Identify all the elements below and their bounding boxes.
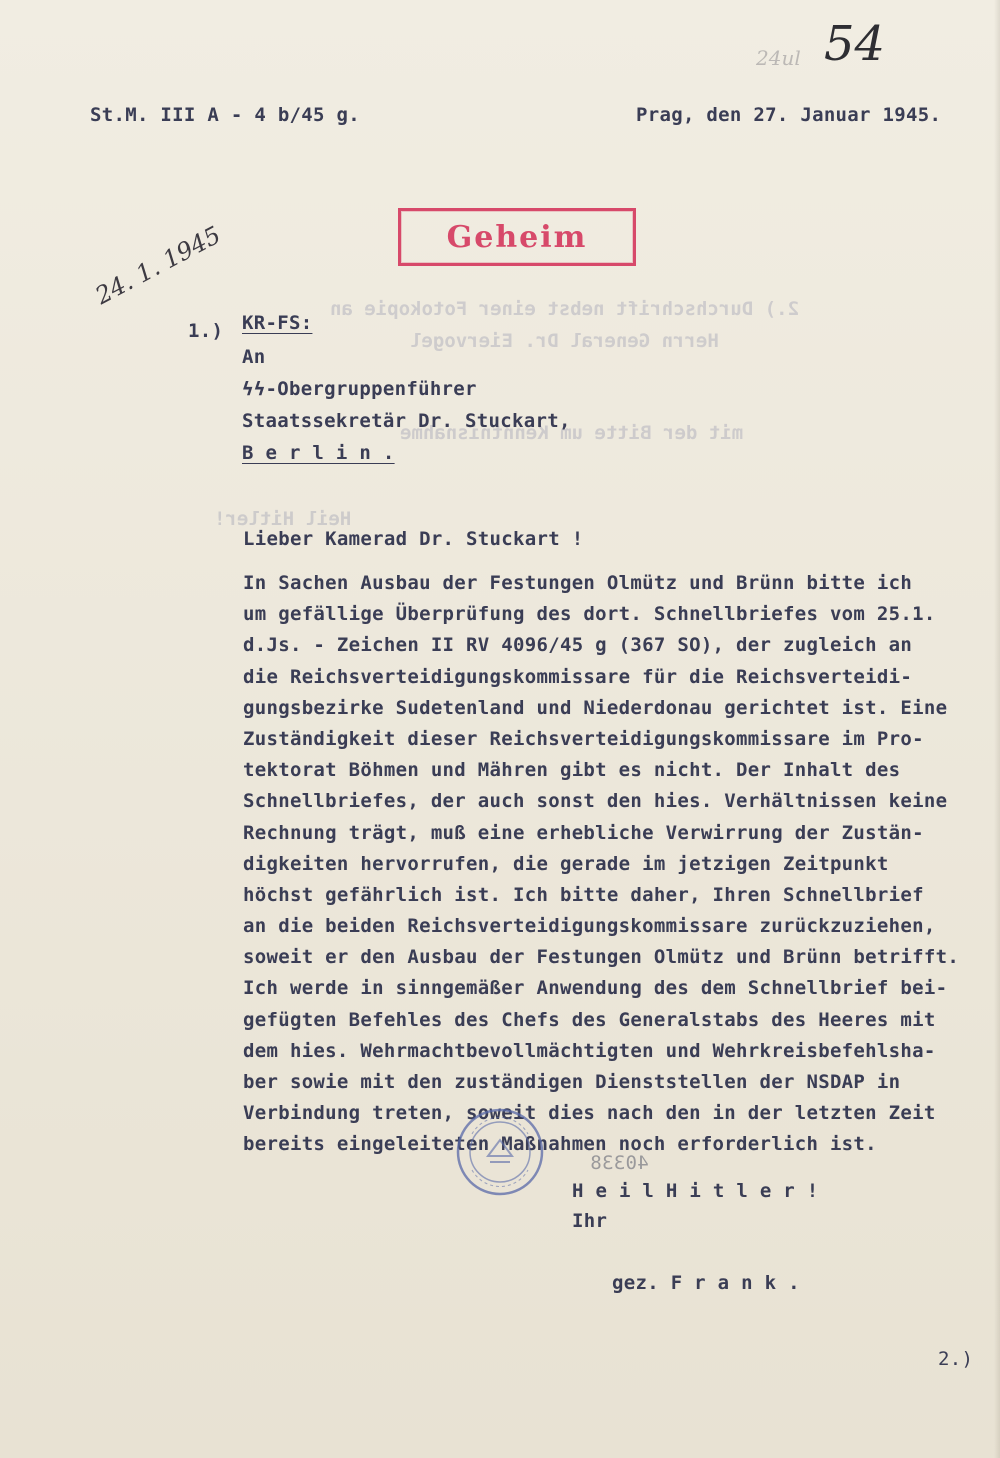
body-line: die Reichsverteidigungskommissare für die Reichsverteidi-	[243, 665, 913, 688]
bleed-through-line-2: Herrn General Dr. Eiervogel	[410, 330, 719, 352]
body-line: ber sowie mit den zuständigen Dienststellen der NSDAP in	[243, 1071, 901, 1093]
dispatch-type: KR-FS:	[242, 312, 313, 334]
body-line: d.Js. - Zeichen II RV 4096/45 g (367 SO), der zugleich an	[243, 634, 913, 657]
reference-number: St.M. III A - 4 b/45 g.	[90, 104, 360, 126]
received-date-handwritten: 24. 1. 1945	[90, 220, 226, 310]
body-line: digkeiten hervorrufen, die gerade im jetzigen Zeitpunkt	[243, 852, 889, 875]
body-line: Schnellbriefes, der auch sonst den hies. Verhältnissen keine	[243, 790, 948, 813]
recipient-city: B e r l i n .	[242, 442, 395, 464]
pencil-scribble: 24ul	[756, 46, 801, 70]
secret-stamp	[398, 208, 636, 266]
recipient-name: Staatssekretär Dr. Stuckart,	[242, 410, 571, 432]
body-line: um gefällige Überprüfung des dort. Schnellbriefes vom 25.1.	[243, 603, 936, 626]
body-line: soweit er den Ausbau der Festungen Olmütz und Brünn betrifft.	[243, 946, 960, 969]
body-line: In Sachen Ausbau der Festungen Olmütz und Brünn bitte ich	[243, 572, 913, 594]
archive-page-number: 54	[824, 16, 886, 72]
recipient-rank: ϟϟ-Obergruppenführer	[242, 378, 477, 400]
page-continuation: 2.)	[938, 1348, 974, 1370]
bleed-through-line-1: 2.) Durchschrift nebst einer Fotokopie an	[330, 298, 799, 320]
closing-ihr: Ihr	[572, 1210, 608, 1232]
signature: gez. F r a n k .	[612, 1272, 800, 1294]
secret-stamp-text: Geheim	[446, 219, 588, 255]
body-line: gungsbezirke Sudetenland und Niederdonau gerichtet ist. Eine	[243, 696, 948, 719]
recipient-an: An	[242, 346, 266, 368]
body-line: tektorat Böhmen und Mähren gibt es nicht. Der Inhalt des	[243, 759, 901, 782]
body-line: bereits eingeleiteten Maßnahmen noch erforderlich ist.	[243, 1133, 877, 1156]
letter-body	[243, 568, 1000, 1161]
closing-greeting: H e i l H i t l e r !	[572, 1180, 819, 1202]
body-line: Ich werde in sinngemäßer Anwendung des dem Schnellbrief bei-	[243, 977, 948, 1000]
salutation: Lieber Kamerad Dr. Stuckart !	[243, 528, 584, 550]
place-and-date: Prag, den 27. Januar 1945.	[636, 104, 942, 126]
stamped-registry-number: 40338	[590, 1152, 649, 1174]
bleed-through-line-3: mit der Bitte um Kenntnisnahme	[400, 422, 744, 444]
body-line: Rechnung trägt, muß eine erhebliche Verwirrung der Zustän-	[243, 821, 924, 844]
item-number: 1.)	[188, 320, 224, 342]
body-line: gefügten Befehles des Chefs des Generalstabs des Heeres mit	[243, 1008, 936, 1031]
bleed-through-line-4: Heil Hitler!	[214, 508, 352, 530]
body-line: Zuständigkeit dieser Reichsverteidigungskommissare im Pro-	[243, 727, 924, 750]
official-seal-icon	[452, 1104, 548, 1200]
body-line: an die beiden Reichsverteidigungskommissare zurückzuziehen,	[243, 915, 936, 938]
body-line: dem hies. Wehrmachtbevollmächtigten und Wehrkreisbefehlsha-	[243, 1039, 936, 1062]
body-line: höchst gefährlich ist. Ich bitte daher, Ihren Schnellbrief	[243, 883, 924, 906]
body-line: Verbindung treten, soweit dies nach den in der letzten Zeit	[243, 1102, 936, 1125]
